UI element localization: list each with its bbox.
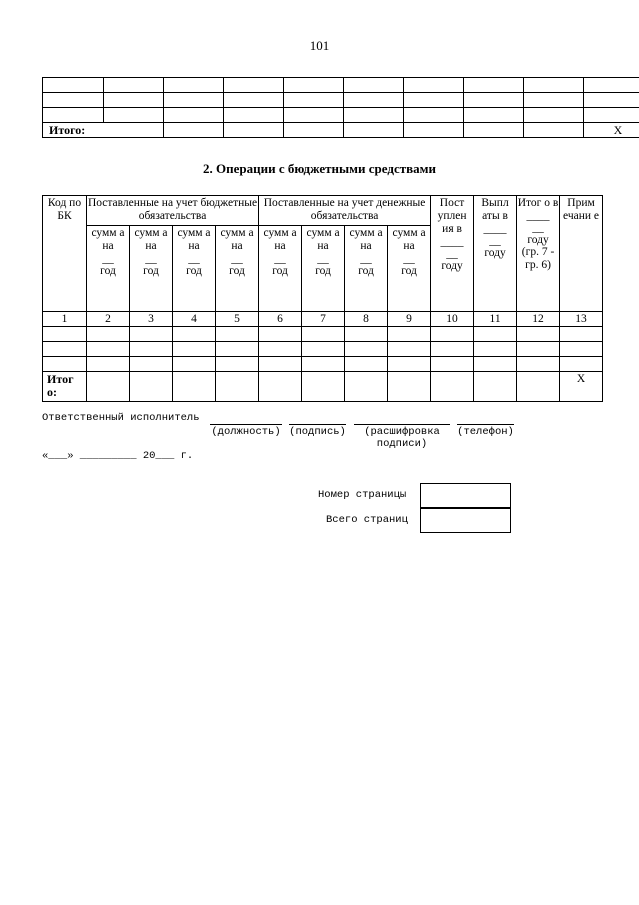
sum-header: сумм а на __ год [87, 226, 130, 312]
column-number: 11 [474, 312, 517, 327]
section-title: 2. Операции с бюджетными средствами [203, 161, 436, 176]
total-label: Итого: [43, 123, 164, 138]
table-row [43, 327, 603, 342]
header-note: Прим ечани е [560, 196, 603, 312]
total-row [43, 372, 603, 402]
total-mark: X [584, 123, 639, 138]
column-number: 5 [216, 312, 259, 327]
sum-header: сумм а на __ год [302, 226, 345, 312]
column-number: 8 [345, 312, 388, 327]
decoding-line[interactable] [354, 424, 450, 425]
position-line[interactable] [210, 424, 282, 425]
budget-operations-table [42, 195, 603, 402]
header-income: Пост уплен ия в ____ __ году [431, 196, 474, 312]
sum-header: сумм а на __ год [388, 226, 431, 312]
header-row-1 [43, 196, 603, 226]
column-numbers-row [43, 312, 603, 327]
sum-header: сумм а на __ год [216, 226, 259, 312]
header-total: Итог о в ____ __ году (гр. 7 - гр. 6) [517, 196, 560, 312]
sum-header: сумм а на __ год [345, 226, 388, 312]
sum-header: сумм а на __ год [130, 226, 173, 312]
table-row [43, 78, 639, 93]
column-number: 4 [173, 312, 216, 327]
column-number: 9 [388, 312, 431, 327]
column-number: 7 [302, 312, 345, 327]
header-code: Код по БК [43, 196, 87, 312]
header-money-obligations: Поставленные на учет денежные обязательства [259, 196, 431, 226]
page-number-box[interactable] [420, 483, 511, 508]
table-row [43, 93, 639, 108]
total-pages-box[interactable] [420, 508, 511, 533]
signature-line[interactable] [289, 424, 346, 425]
phone-line[interactable] [457, 424, 514, 425]
header-payments: Выпл аты в ____ __ году [474, 196, 517, 312]
column-number: 10 [431, 312, 474, 327]
column-number: 13 [560, 312, 603, 327]
total-row [43, 123, 639, 138]
table-row [43, 108, 639, 123]
decoding-caption: (расшифровка подписи) [364, 426, 440, 450]
page-number: 101 [309, 38, 330, 53]
sum-header: сумм а на __ год [173, 226, 216, 312]
page-number-label: Номер страницы [318, 489, 407, 501]
header-budget-obligations: Поставленные на учет бюджетные обязательства [87, 196, 259, 226]
table-row [43, 342, 603, 357]
column-number: 3 [130, 312, 173, 327]
column-number: 6 [259, 312, 302, 327]
total-label: Итог о: [43, 372, 87, 402]
date-line[interactable]: «___» _________ 20___ г. [42, 450, 194, 462]
table-row [43, 357, 603, 372]
responsible-label: Ответственный исполнитель [42, 412, 200, 424]
signature-caption: (подпись) [289, 426, 346, 438]
column-number: 2 [87, 312, 130, 327]
total-mark: X [560, 372, 603, 402]
column-number: 1 [43, 312, 87, 327]
sum-header: сумм а на __ год [259, 226, 302, 312]
position-caption: (должность) [211, 426, 281, 438]
total-pages-label: Всего страниц [326, 514, 408, 526]
table-continuation [42, 77, 639, 138]
column-number: 12 [517, 312, 560, 327]
phone-caption: (телефон) [457, 426, 514, 438]
